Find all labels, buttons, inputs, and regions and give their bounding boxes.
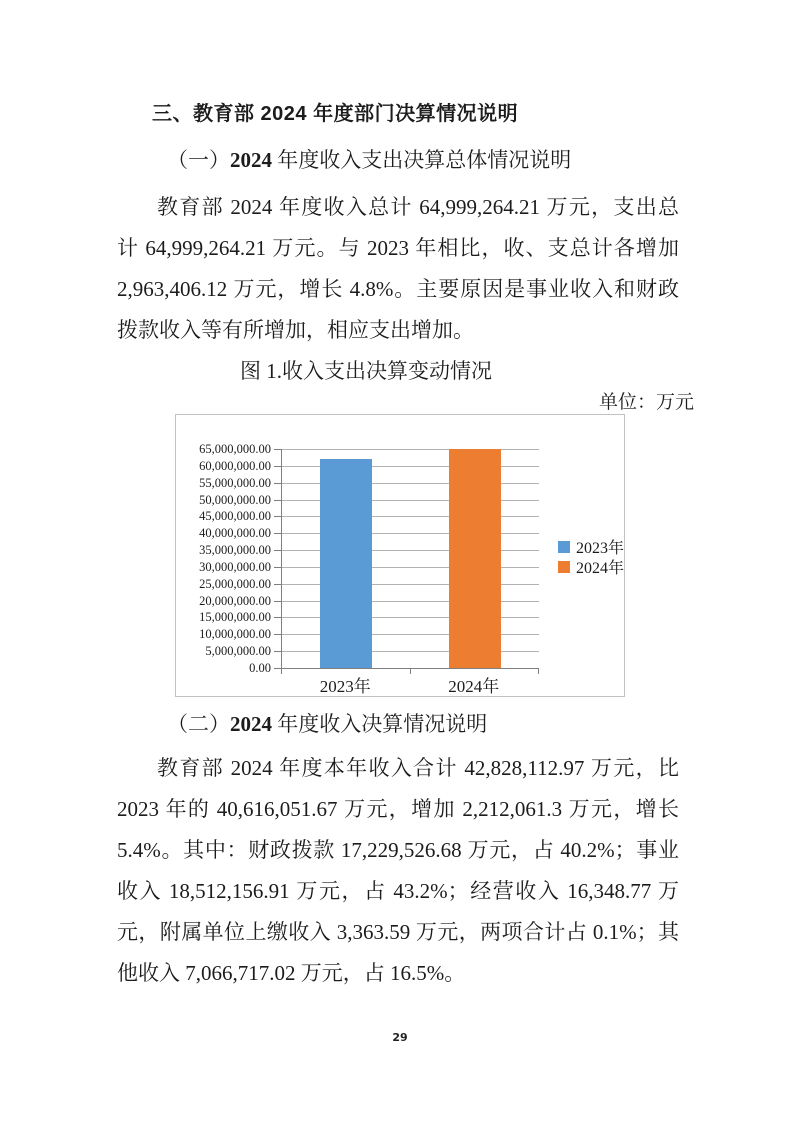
y-tick-label: 5,000,000.00 [205,644,271,659]
y-tick-label: 55,000,000.00 [199,475,271,490]
heading-prefix: （一） [167,148,230,172]
paragraph-line: 拨款收入等有所增加，相应支出增加。 [117,318,474,342]
y-tick-label: 45,000,000.00 [199,509,271,524]
page-number: 29 [392,1031,408,1044]
y-tick-mark [274,516,281,517]
legend-label: 2024年 [576,560,625,577]
plot-area [281,449,539,669]
y-tick-label: 25,000,000.00 [199,576,271,591]
figure-chart [175,414,625,697]
heading-rest: 年度收入决算情况说明 [272,712,488,736]
bar-2024年 [449,449,501,668]
legend-label: 2023年 [576,540,625,557]
x-tick-label: 2023年 [319,677,371,696]
figure-unit-label: 单位：万元 [598,392,694,413]
x-tick-label: 2024年 [448,677,500,696]
legend-item [558,537,624,556]
y-tick-mark [274,466,281,467]
y-tick-mark [274,550,281,551]
y-tick-label: 10,000,000.00 [199,627,271,642]
y-tick-mark [274,483,281,484]
y-tick-mark [274,634,281,635]
heading-year: 2024 [230,148,272,172]
y-tick-mark [274,533,281,534]
y-tick-mark [274,584,281,585]
y-tick-mark [274,651,281,652]
legend-swatch [558,561,570,573]
y-tick-label: 50,000,000.00 [199,492,271,507]
paragraph-line: 元，附属单位上缴收入 3,363.59 万元，两项合计占 0.1%；其 [117,920,679,944]
paragraph-line: 计 64,999,264.21 万元。与 2023 年相比，收、支总计各增加 [117,236,679,260]
y-tick-mark [274,617,281,618]
paragraph-line: 教育部 2024 年度本年收入合计 42,828,112.97 万元，比 [157,756,679,780]
y-tick-mark [274,567,281,568]
heading-year: 2024 [230,712,272,736]
y-tick-mark [274,668,281,669]
x-tick-mark [538,668,539,674]
paragraph-line: 2023 年的 40,616,051.67 万元，增加 2,212,061.3 万元，增长 [117,797,679,821]
y-tick-mark [274,449,281,450]
y-tick-label: 15,000,000.00 [199,610,271,625]
subsection-heading-1 [167,146,707,174]
heading-prefix: （二） [167,712,230,736]
x-tick-mark [410,668,411,674]
heading-rest: 年度收入支出决算总体情况说明 [272,148,572,172]
y-tick-label: 0.00 [249,661,271,675]
legend-item [558,557,624,576]
y-tick-label: 35,000,000.00 [199,543,271,558]
chart-legend [558,537,624,577]
legend-swatch [558,541,570,553]
y-tick-label: 40,000,000.00 [199,526,271,541]
y-tick-label: 30,000,000.00 [199,559,271,574]
x-tick-mark [281,668,282,674]
figure-caption: 图 1.收入支出决算变动情况 [240,359,492,383]
y-tick-label: 60,000,000.00 [199,458,271,473]
bar-2023年 [320,459,372,668]
y-tick-label: 20,000,000.00 [199,593,271,608]
paragraph-line: 收入 18,512,156.91 万元，占 43.2%；经营收入 16,348.77 万 [117,879,679,903]
paragraph-line: 2,963,406.12 万元，增长 4.8%。主要原因是事业收入和财政 [117,277,679,301]
paragraph-line: 他收入 7,066,717.02 万元，占 16.5%。 [117,961,466,985]
paragraph-line: 教育部 2024 年度收入总计 64,999,264.21 万元，支出总 [157,195,679,219]
subsection-heading-2 [167,710,707,738]
y-tick-label: 65,000,000.00 [199,442,271,456]
paragraph-income [117,748,679,994]
paragraph-line: 5.4%。其中：财政拨款 17,229,526.68 万元，占 40.2%；事业 [117,838,679,862]
section-heading-main: 三、教育部 2024 年度部门决算情况说明 [152,103,519,125]
y-tick-mark [274,500,281,501]
y-tick-mark [274,601,281,602]
paragraph-overview [117,187,679,351]
